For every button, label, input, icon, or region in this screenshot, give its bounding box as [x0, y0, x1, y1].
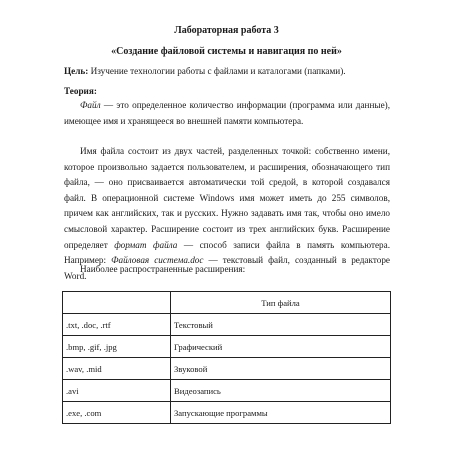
- file-definition-text: — это определенное количество информации (программа или данные), имеющее имя и хранящееся во внешней памяти компьютера.: [64, 100, 390, 126]
- extensions-intro: Наиболее распространенные расширения:: [80, 264, 246, 274]
- file-term: Файл: [80, 100, 101, 110]
- table-cell-ext: .bmp, .gif, .jpg: [63, 336, 171, 358]
- document-subtitle: «Создание файловой системы и навигация по ней»: [111, 46, 342, 57]
- table-cell-ext: .avi: [63, 380, 171, 402]
- goal-paragraph: [64, 64, 390, 80]
- file-name-text-b: — способ записи файла в память компьютера. Например:: [64, 239, 391, 266]
- theory-heading: Теория:: [64, 86, 97, 96]
- table-cell-type: Звуковой: [171, 358, 391, 380]
- table-header-empty: [63, 292, 171, 314]
- table-row: [63, 336, 391, 358]
- table-row: [63, 358, 391, 380]
- table-cell-type: Запускающие программы: [171, 402, 391, 424]
- file-format-term: формат файла: [114, 239, 178, 250]
- file-name-text-a: Имя файла состоит из двух частей, разделенных точкой: собственно имени, которое произвольно задается пользователем, и расширения, обозначающего тип файла, — оно присваивается автоматически той средой, в которой создавался файл. В операционной системе Windows имя может иметь до 255 символов, причем как английских, так и русских. Нужно задавать имя так, чтобы оно имело смысловой характер. Расширение состоит из трех английских букв. Расширение определяет: [64, 146, 390, 250]
- table-cell-ext: .txt, .doc, .rtf: [63, 314, 171, 336]
- table-row: [63, 380, 391, 402]
- file-definition-paragraph: [64, 98, 390, 129]
- file-example: Файловая система.doc: [111, 255, 204, 266]
- file-name-text-c: — текстовый файл, созданный в редакторе Word.: [64, 255, 390, 281]
- table-cell-type: Графический: [171, 336, 391, 358]
- goal-text: Изучение технологии работы с файлами и каталогами (папками).: [88, 66, 346, 76]
- table-cell-type: Видеозапись: [171, 380, 391, 402]
- table-row: [63, 402, 391, 424]
- table-row: [63, 314, 391, 336]
- table-cell-ext: .exe, .com: [63, 402, 171, 424]
- table-header-type: Тип файла: [171, 292, 391, 314]
- table-cell-type: Текстовый: [171, 314, 391, 336]
- table-cell-ext: .wav, .mid: [63, 358, 171, 380]
- document-title: Лабораторная работа 3: [174, 25, 279, 36]
- goal-label: Цель:: [64, 66, 89, 76]
- file-types-table: [62, 291, 391, 424]
